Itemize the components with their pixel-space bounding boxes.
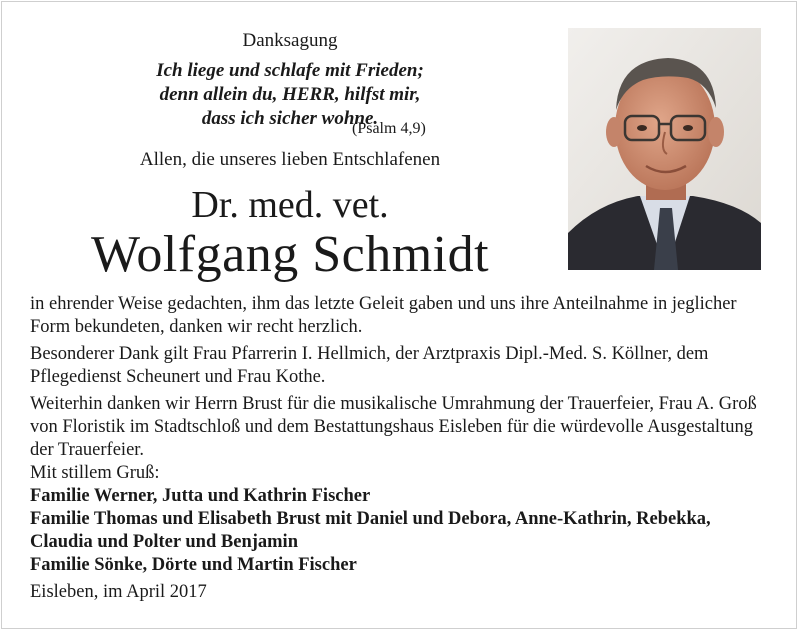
place-date: Eisleben, im April 2017	[30, 582, 207, 602]
verse-line: Ich liege und schlafe mit Frieden;	[156, 60, 424, 81]
paragraph: in ehrender Weise gedachten, ihm das letzte Geleit gaben und uns ihre Anteilnahme in jeglicher Form bekundeten, danken wir recht herzlich.	[30, 294, 737, 337]
family-line: Familie Thomas und Elisabeth Brust mit Daniel und Debora, Anne-Kathrin, Rebekka, Claudia und Polter und Benjamin	[30, 509, 711, 552]
intro-text: Allen, die unseres lieben Entschlafenen	[139, 149, 441, 170]
gratitude-text	[30, 293, 770, 466]
family-line: Familie Sönke, Dörte und Martin Fischer	[30, 555, 357, 575]
verse-reference: (Psalm 4,9)	[352, 120, 426, 137]
notice-heading: Danksagung	[242, 30, 338, 51]
portrait-photo	[568, 28, 761, 270]
verse-line: dass ich sicher wohne.	[201, 108, 379, 129]
paragraph: Besonderer Dank gilt Frau Pfarrerin I. Hellmich, der Arztpraxis Dipl.-Med. S. Köllner, dem Pflegedienst Scheunert und Frau Kothe.	[30, 344, 709, 387]
verse-line: denn allein du, HERR, hilfst mir,	[159, 84, 421, 105]
bible-verse	[40, 59, 540, 131]
paragraph: Weiterhin danken wir Herrn Brust für die musikalische Umrahmung der Trauerfeier, Frau A. Groß von Floristik im Stadtschloß und dem Bestattungshaus Eisleben für die würdevolle Ausgestaltung der Trauerfeier.	[30, 394, 757, 460]
academic-title: Dr. med. vet.	[191, 184, 389, 226]
family-line: Familie Werner, Jutta und Kathrin Fischer	[30, 486, 371, 506]
closing-block	[30, 462, 770, 577]
deceased-name: Wolfgang Schmidt	[90, 226, 490, 283]
greeting: Mit stillem Gruß:	[30, 463, 160, 483]
